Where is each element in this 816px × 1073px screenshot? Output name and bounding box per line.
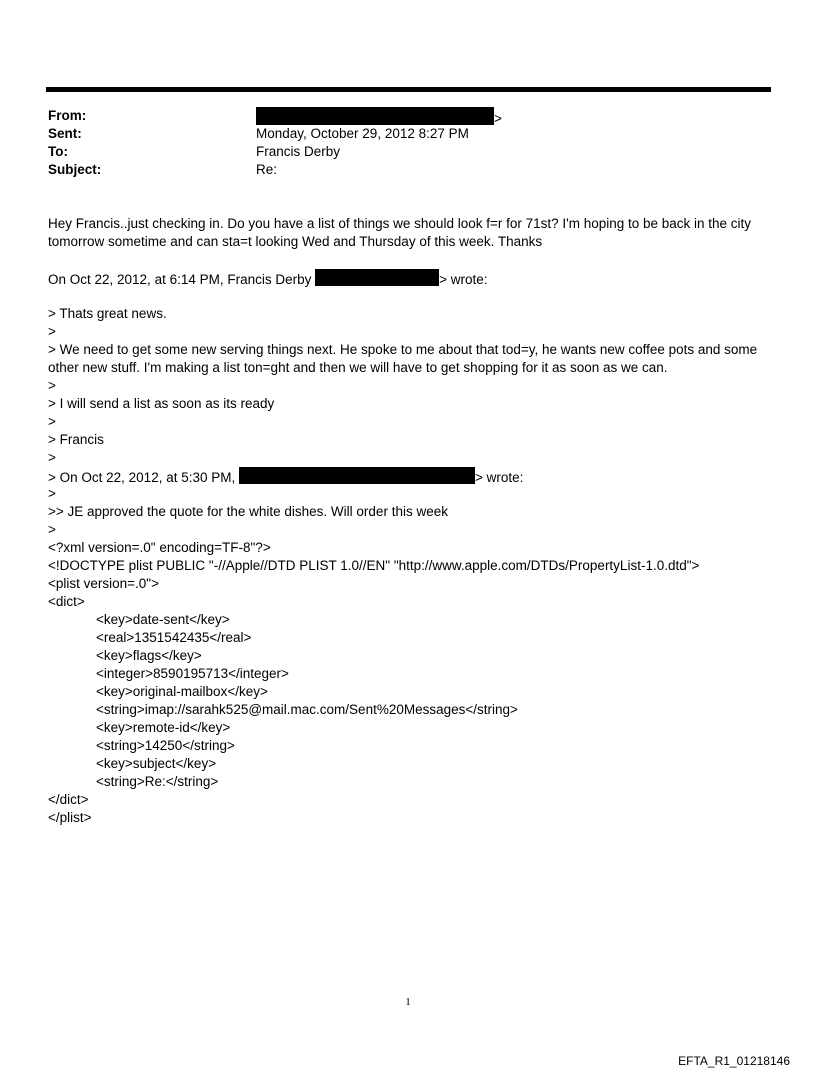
- sent-label: Sent:: [48, 126, 82, 141]
- xml-line: <key>flags</key>: [96, 648, 202, 663]
- to-value: Francis Derby: [256, 144, 341, 159]
- document-id: EFTA_R1_01218146: [678, 1054, 790, 1068]
- xml-line: <!DOCTYPE plist PUBLIC "-//Apple//DTD PLIST 1.0//EN" "http://www.apple.com/DTDs/PropertyList-1.0.dtd">: [48, 558, 700, 573]
- quoted-line: >: [48, 378, 56, 393]
- xml-line: <key>date-sent</key>: [96, 612, 230, 627]
- subject-value: Re:: [256, 162, 278, 177]
- quoted-line: >: [48, 324, 56, 339]
- xml-line: </plist>: [48, 810, 92, 825]
- redaction-bar: [256, 107, 494, 125]
- subject-label: Subject:: [48, 162, 102, 177]
- xml-line: <string>imap://sarahk525@mail.mac.com/Sent%20Messages</string>: [96, 702, 518, 717]
- xml-line: <plist version=.0">: [48, 576, 159, 591]
- quote-attribution-line: [48, 467, 523, 487]
- quoted-line: other new stuff. I'm making a list ton=ght and then we will have to get shopping for it as soon as we can.: [48, 360, 668, 375]
- sent-value: Monday, October 29, 2012 8:27 PM: [256, 126, 469, 141]
- from-suffix: >: [494, 111, 502, 126]
- body-line: tomorrow sometime and can sta=t looking Wed and Thursday of this week. Thanks: [48, 234, 543, 249]
- redaction-bar: [239, 467, 475, 484]
- xml-line: <?xml version=.0" encoding=TF-8"?>: [48, 540, 271, 555]
- xml-line: <key>subject</key>: [96, 756, 217, 771]
- xml-line: <string>Re:</string>: [96, 774, 219, 789]
- quoted-line: > Francis: [48, 432, 104, 447]
- redaction-bar: [315, 269, 439, 286]
- quote-attribution-suffix: > wrote:: [439, 272, 488, 287]
- quoted-line: >: [48, 414, 56, 429]
- quoted-line: >: [48, 486, 56, 501]
- header-divider: [46, 87, 771, 92]
- quoted-line: > I will send a list as soon as its ready: [48, 396, 275, 411]
- page-number: 1: [405, 996, 411, 1008]
- quoted-line: > We need to get some new serving things next. He spoke to me about that tod=y, he wants new coffee pots and some: [48, 342, 758, 357]
- xml-line: <dict>: [48, 594, 85, 609]
- quoted-line: >> JE approved the quote for the white dishes. Will order this week: [48, 504, 448, 519]
- quote-attribution-prefix: On Oct 22, 2012, at 6:14 PM, Francis Derby: [48, 272, 312, 287]
- xml-line: </dict>: [48, 792, 89, 807]
- to-label: To:: [48, 144, 68, 159]
- quoted-line: >: [48, 522, 56, 537]
- xml-line: <integer>8590195713</integer>: [96, 666, 289, 681]
- quote-attribution-prefix: > On Oct 22, 2012, at 5:30 PM,: [48, 470, 236, 485]
- xml-line: <string>14250</string>: [96, 738, 235, 753]
- from-label: From:: [48, 108, 87, 123]
- xml-line: <key>remote-id</key>: [96, 720, 231, 735]
- quoted-line: > Thats great news.: [48, 306, 167, 321]
- quote-attribution-suffix: > wrote:: [475, 470, 524, 485]
- quoted-line: >: [48, 450, 56, 465]
- xml-line: <key>original-mailbox</key>: [96, 684, 268, 699]
- body-line: Hey Francis..just checking in. Do you have a list of things we should look f=r for 71st? I'm hoping to be back in the city: [48, 216, 752, 231]
- quote-attribution-line: [48, 269, 488, 289]
- xml-line: <real>1351542435</real>: [96, 630, 252, 645]
